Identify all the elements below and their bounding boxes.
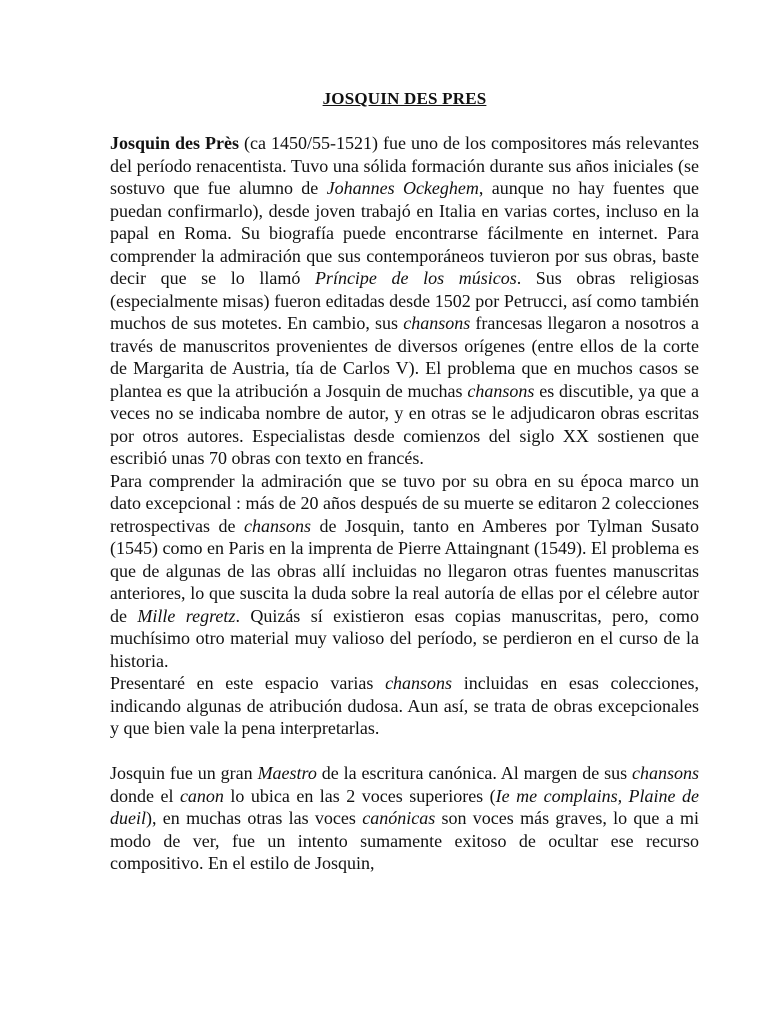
text-segment: de Josquin, tanto en Amberes por Tylman Susato (1545) como en Paris en la imprenta de Pierre Attaingnant (1549). El problema es que de algunas de las obras allí incluidas no llegaron otras fuentes manuscritas anteriores, lo que suscita la duda sobre la real autoría de ellas por el célebre autor de bbox=[110, 515, 699, 626]
paragraph-p3 bbox=[110, 672, 699, 740]
italic-text: canon bbox=[179, 785, 224, 806]
text-segment: Para comprender la admiración que se tuvo por su obra en su época marco un dato excepcional : más de 20 años después de su muerte se editaron 2 colecciones retrospectivas de bbox=[110, 470, 699, 536]
paragraph-p4 bbox=[110, 762, 699, 875]
text-segment: de la escritura canónica. Al margen de sus bbox=[316, 763, 632, 783]
document-title: JOSQUIN DES PRES bbox=[322, 89, 487, 108]
text-segment: francesas llegaron a nosotros a través de manuscritos provenientes de diversos orígenes (entre ellos de la corte de Margarita de Austria, tía de Carlos V). El problema que en muchos casos se plantea es que la atribución a Josquin de muchas bbox=[110, 313, 699, 401]
paragraph-p1 bbox=[110, 132, 699, 470]
text-segment: son voces más graves, lo que a mi modo de ver, fue un intento sumamente exitoso de ocultar ese recurso compositivo. En el estilo de Josquin, bbox=[110, 808, 700, 873]
text-segment: Presentaré en este espacio varias bbox=[110, 673, 386, 693]
text-segment: . Sus obras religiosas (especialmente misas) fueron editadas desde 1502 por Petrucci, así como también muchos de sus motetes. En cambio, sus bbox=[110, 268, 699, 333]
italic-text: chansons bbox=[467, 380, 535, 401]
italic-text: chansons bbox=[632, 763, 699, 783]
italic-text: chansons bbox=[243, 515, 311, 536]
italic-text: Ie me complains, Plaine de dueil bbox=[110, 785, 699, 828]
text-segment: , aunque no hay fuentes que puedan confirmarlo), desde joven trabajó en Italia en varias cortes, incluso en la papal en Roma. Su biografía puede encontrarse fácilmente en internet. Para comprender la admiración que sus contemporáneos tuvieron por sus obras, baste decir que se lo llamó bbox=[110, 178, 699, 288]
italic-text: Mille regretz bbox=[137, 605, 236, 626]
bold-text: Josquin des Près bbox=[110, 133, 240, 153]
text-segment: (ca 1450/55-1521) fue uno de los compositores más relevantes del período renacentista. Tuvo una sólida formación durante sus años iniciales (se sostuvo que fue alumno de bbox=[110, 133, 699, 198]
text-segment: . Quizás sí existieron esas copias manuscritas, pero, como muchísimo otro material muy valioso del período, se perdieron en el curso de la historia. bbox=[110, 605, 699, 671]
italic-text: canónicas bbox=[362, 808, 436, 828]
text-segment: Josquin fue un gran bbox=[110, 763, 258, 783]
document-body bbox=[110, 132, 699, 875]
italic-text: chansons bbox=[385, 673, 453, 693]
text-segment: donde el bbox=[110, 785, 180, 806]
document-page bbox=[110, 88, 699, 875]
text-segment: incluidas en esas colecciones, indicando algunas de atribución dudosa. Aun así, se trata de obras excepcionales y que bien vale la pena interpretarlas. bbox=[110, 673, 700, 738]
paragraph-p2 bbox=[110, 470, 699, 673]
italic-text: Johannes Ockeghem bbox=[326, 178, 479, 198]
text-segment: lo ubica en las 2 voces superiores ( bbox=[223, 785, 496, 806]
italic-text: Príncipe de los músicos bbox=[314, 268, 517, 288]
italic-text: Maestro bbox=[257, 763, 317, 783]
text-segment: es discutible, ya que a veces no se indicaba nombre de autor, y en otras se le adjudicaron obras escritas por otros autores. Especialistas desde comienzos del siglo XX sostienen que escribió unas 70 obras con texto en francés. bbox=[110, 380, 699, 468]
text-segment: ), en muchas otras las voces bbox=[146, 808, 363, 828]
italic-text: chansons bbox=[403, 313, 471, 333]
